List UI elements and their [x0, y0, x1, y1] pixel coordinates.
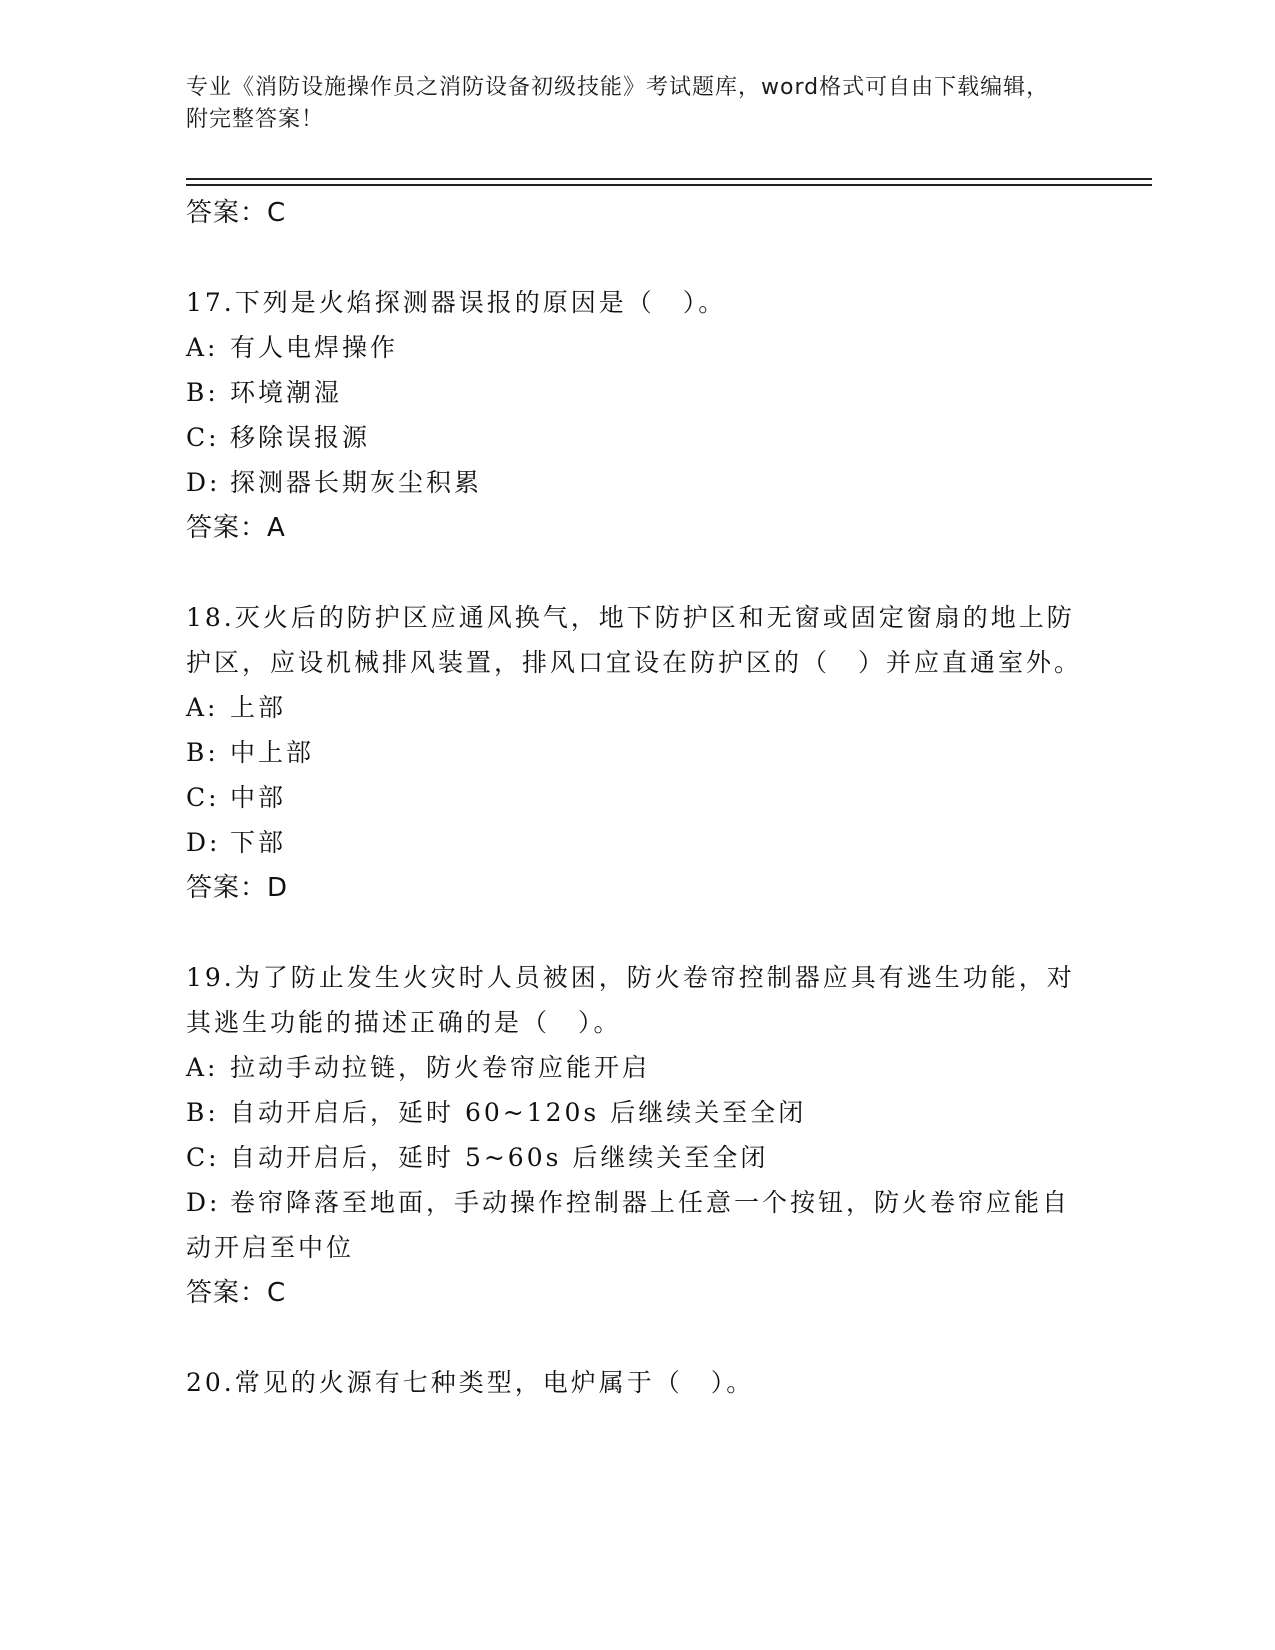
question-stem: 下列是火焰探测器误报的原因是（ ）。 [234, 288, 727, 317]
option-text: 中部 [230, 783, 287, 812]
question-text [186, 1360, 1086, 1405]
question-list [186, 190, 1086, 1405]
question-19 [186, 955, 1086, 1316]
option-text: 探测器长期灰尘积累 [230, 468, 483, 497]
option-letter: A: [186, 333, 219, 362]
question-number: 20. [186, 1368, 235, 1397]
option-b [186, 730, 1086, 775]
document-header [186, 72, 1066, 136]
question-stem: 为了防止发生火灾时人员被困，防火卷帘控制器应具有逃生功能，对其逃生功能的描述正确的是（ ）。 [186, 963, 1075, 1037]
option-letter: C: [186, 783, 220, 812]
option-letter: A: [186, 693, 219, 722]
option-text: 下部 [230, 828, 287, 857]
question-stem: 灭火后的防护区应通风换气，地下防护区和无窗或固定窗扇的地上防护区，应设机械排风装置，排风口宜设在防护区的（ ）并应直通室外。 [186, 603, 1083, 677]
question-text [186, 280, 1086, 325]
answer: 答案：A [186, 513, 286, 543]
option-c [186, 1135, 1086, 1180]
option-text: 移除误报源 [230, 423, 371, 452]
option-b [186, 370, 1086, 415]
answer: 答案：D [186, 873, 289, 903]
option-c [186, 775, 1086, 820]
question-17 [186, 280, 1086, 551]
previous-answer: 答案：C [186, 198, 287, 228]
option-text: 自动开启后，延时 5~60s 后继续关至全闭 [230, 1143, 769, 1172]
question-20 [186, 1360, 1086, 1405]
option-text: 自动开启后，延时 60~120s 后继续关至全闭 [230, 1098, 807, 1127]
option-text: 中上部 [230, 738, 315, 767]
question-stem: 常见的火源有七种类型，电炉属于（ ）。 [234, 1368, 755, 1397]
option-letter: D: [186, 468, 221, 497]
option-text: 上部 [230, 693, 287, 722]
answer: 答案：C [186, 1278, 287, 1308]
option-letter: B: [186, 1098, 219, 1127]
option-a [186, 685, 1086, 730]
option-letter: C: [186, 423, 220, 452]
option-b [186, 1090, 1086, 1135]
header-divider-top [186, 178, 1152, 180]
option-text: 卷帘降落至地面，手动操作控制器上任意一个按钮，防火卷帘应能自动开启至中位 [186, 1188, 1071, 1262]
option-text: 拉动手动拉链，防火卷帘应能开启 [230, 1053, 651, 1082]
option-c [186, 415, 1086, 460]
question-number: 19. [186, 963, 235, 992]
option-text: 有人电焊操作 [230, 333, 399, 362]
option-letter: C: [186, 1143, 220, 1172]
question-text [186, 955, 1086, 1045]
option-d [186, 820, 1086, 865]
question-number: 17. [186, 288, 235, 317]
header-text: 专业《消防设施操作员之消防设备初级技能》考试题库，word格式可自由下载编辑，附完整答案！ [186, 75, 1050, 132]
question-18 [186, 595, 1086, 911]
option-text: 环境潮湿 [230, 378, 343, 407]
option-a [186, 1045, 1086, 1090]
option-letter: B: [186, 378, 219, 407]
header-divider-bottom [186, 184, 1152, 186]
option-letter: D: [186, 1188, 221, 1217]
option-d [186, 460, 1086, 505]
option-letter: A: [186, 1053, 219, 1082]
question-text [186, 595, 1086, 685]
option-a [186, 325, 1086, 370]
option-d [186, 1180, 1086, 1270]
option-letter: B: [186, 738, 219, 767]
option-letter: D: [186, 828, 221, 857]
question-number: 18. [186, 603, 235, 632]
